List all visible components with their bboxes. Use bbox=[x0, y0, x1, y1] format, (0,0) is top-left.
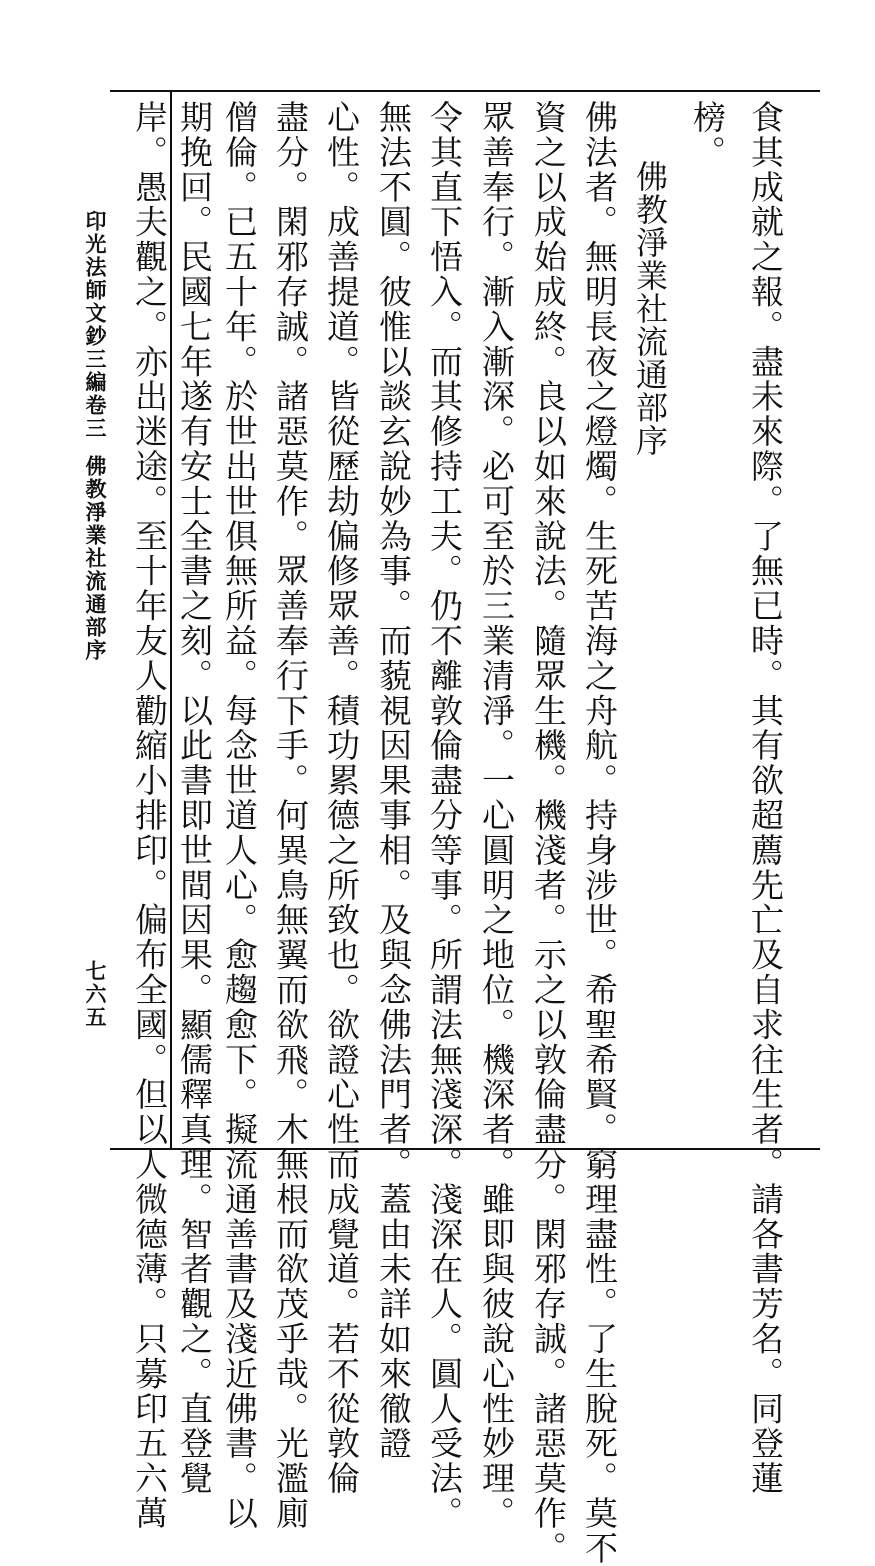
article-title: 佛教淨業社流通部序 bbox=[631, 160, 669, 457]
text-line-9: 盡分。閑邪存誠。諸惡莫作。眾善奉行下手。何異鳥無翼而欲飛。木無根而欲茂乎哉。光濫廁 bbox=[271, 100, 310, 1531]
book-title: 印光法師文鈔三編卷三 bbox=[83, 210, 108, 440]
section-title: 佛教淨業社流通部序 bbox=[83, 455, 108, 662]
text-line-4: 資之以成始成終。良以如來說法。隨眾生機。機淺者。示之以敦倫盡分。閑邪存誠。諸惡莫作。 bbox=[529, 100, 568, 1566]
page-number: 七六五 bbox=[83, 960, 108, 1029]
margin-rule bbox=[170, 90, 172, 1150]
text-line-5: 眾善奉行。漸入漸深。必可至於三業清淨。一心圓明之地位。機深者。雖即與彼說心性妙理。 bbox=[477, 100, 516, 1531]
text-line-10: 僧倫。已五十年。於世出世俱無所益。每念世道人心。愈趨愈下。擬流通善書及淺近佛書。以 bbox=[220, 100, 259, 1531]
text-line-2: 榜。 bbox=[688, 100, 727, 170]
text-line-3: 佛法者。無明長夜之燈燭。生死苦海之舟航。持身涉世。希聖希賢。窮理盡性。了生脫死。莫不 bbox=[580, 100, 619, 1566]
page-frame bbox=[110, 90, 820, 1150]
text-line-6: 令其直下悟入。而其修持工夫。仍不離敦倫盡分等事。所謂法無淺深。淺深在人。圓人受法。 bbox=[425, 100, 464, 1531]
text-line-11: 期挽回。民國七年遂有安士全書之刻。以此書即世間因果。顯儒釋真理。智者觀之。直登覺 bbox=[175, 100, 214, 1496]
text-line-12: 岸。愚夫觀之。亦出迷途。至十年友人勸縮小排印。偏布全國。但以人微德薄。只募印五六萬 bbox=[130, 100, 169, 1531]
text-line-7: 無法不圓。彼惟以談玄說妙為事。而藐視因果事相。及與念佛法門者。蓋由未詳如來徹證 bbox=[374, 100, 413, 1462]
text-line-8: 心性。成善提道。皆從歷劫偏修眾善。積功累德之所致也。欲證心性而成覺道。若不從敦倫 bbox=[322, 100, 361, 1496]
text-line-1: 食其成就之報。盡未來際。了無已時。其有欲超薦先亡及自求往生者。請各書芳名。同登蓮 bbox=[746, 100, 785, 1496]
